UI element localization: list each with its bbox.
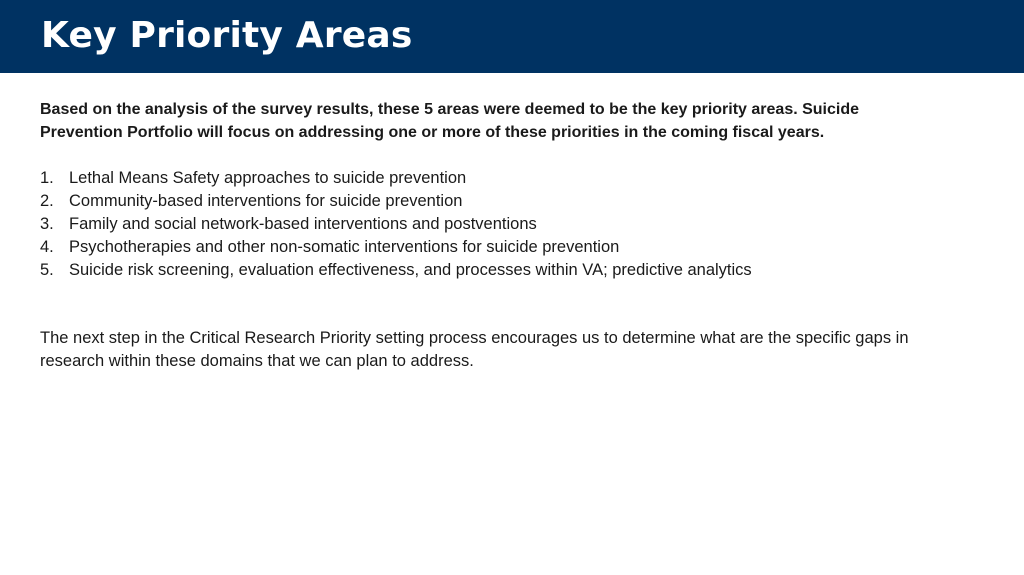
- title-bar: [0, 0, 1024, 73]
- priority-list: [40, 167, 980, 282]
- priority-number: 4.: [40, 238, 54, 256]
- priority-number: 1.: [40, 169, 54, 187]
- intro-paragraph: Based on the analysis of the survey results, these 5 areas were deemed to be the key priority areas. Suicide Prevention Portfolio will focus on addressing one or more of these priorities in the coming fiscal years.: [40, 101, 860, 141]
- priority-number: 5.: [40, 261, 54, 279]
- closing-paragraph: The next step in the Critical Research Priority setting process encourages us to determine what are the specific gaps in research within these domains that we can plan to address.: [40, 329, 909, 370]
- slide-title: Key Priority Areas: [41, 15, 413, 56]
- priority-number: 2.: [40, 192, 54, 210]
- priority-text: Suicide risk screening, evaluation effectiveness, and processes within VA; predictive analytics: [69, 261, 752, 279]
- priority-item: [40, 213, 980, 236]
- priority-item: [40, 190, 980, 213]
- priority-item: [40, 167, 980, 190]
- priority-text: Family and social network-based interventions and postventions: [69, 215, 537, 233]
- priority-item: [40, 259, 980, 282]
- priority-text: Lethal Means Safety approaches to suicide prevention: [69, 169, 467, 187]
- priority-number: 3.: [40, 215, 54, 233]
- priority-text: Psychotherapies and other non-somatic interventions for suicide prevention: [69, 238, 620, 256]
- slide-body: [40, 98, 980, 373]
- priority-text: Community-based interventions for suicide prevention: [69, 192, 463, 210]
- priority-item: [40, 236, 980, 259]
